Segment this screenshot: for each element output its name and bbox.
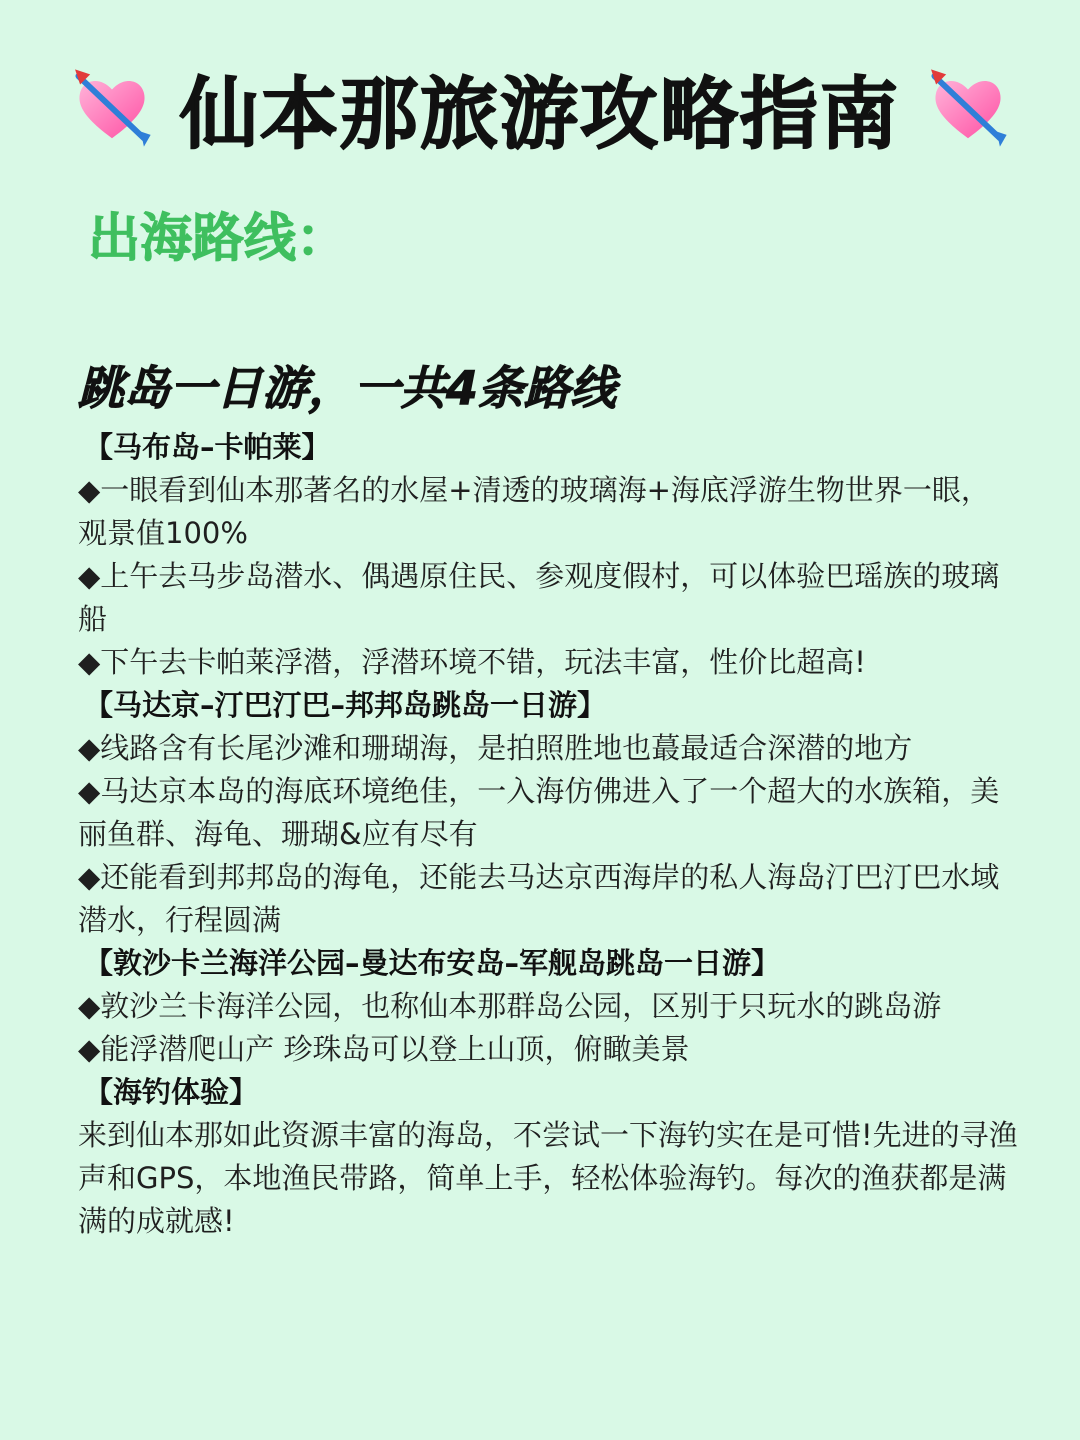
route-item: ◆还能看到邦邦岛的海龟，还能去马达京西海岸的私人海岛汀巴汀巴水域潜水，行程圆满	[78, 860, 1000, 937]
route-item: ◆马达京本岛的海底环境绝佳，一入海仿佛进入了一个超大的水族箱，美丽鱼群、海龟、珊瑚&应有尽有	[78, 774, 1000, 851]
route-heading: 【海钓体验】	[84, 1075, 259, 1109]
route-item: ◆敦沙兰卡海洋公园，也称仙本那群岛公园，区别于只玩水的跳岛游	[78, 989, 942, 1023]
section-title: 出海路线：	[88, 209, 349, 269]
route-item: ◆能浮潜爬山产 珍珠岛可以登上山顶，俯瞰美景	[78, 1032, 690, 1066]
route-item: ◆线路含有长尾沙滩和珊瑚海，是拍照胜地也蕞最适合深潜的地方	[78, 731, 913, 765]
route-item: ◆一眼看到仙本那著名的水屋+清透的玻璃海+海底浮游生物世界一眼，观景值100%	[78, 473, 990, 550]
title-row	[0, 58, 1080, 158]
heart-with-arrow-icon	[926, 66, 1010, 150]
route-item: 来到仙本那如此资源丰富的海岛，不尝试一下海钓实在是可惜!先进的寻渔声和GPS，本地渔民带路，简单上手，轻松体验海钓。每次的渔获都是满满的成就感!	[78, 1118, 1018, 1238]
route-item: ◆上午去马步岛潜水、偶遇原住民、参观度假村，可以体验巴瑶族的玻璃船	[78, 559, 1000, 636]
routes-content	[78, 426, 1018, 1243]
heart-with-arrow-icon	[70, 66, 154, 150]
route-item: ◆下午去卡帕莱浮潜，浮潜环境不错，玩法丰富，性价比超高!	[78, 645, 866, 679]
route-heading: 【马达京–汀巴汀巴–邦邦岛跳岛一日游】	[84, 688, 607, 722]
route-heading: 【敦沙卡兰海洋公园–曼达布安岛–军舰岛跳岛一日游】	[84, 946, 781, 980]
route-heading: 【马布岛–卡帕莱】	[84, 430, 331, 464]
subtitle: 跳岛一日游，一共4条路线	[78, 361, 617, 415]
page-title: 仙本那旅游攻略指南	[179, 70, 900, 160]
